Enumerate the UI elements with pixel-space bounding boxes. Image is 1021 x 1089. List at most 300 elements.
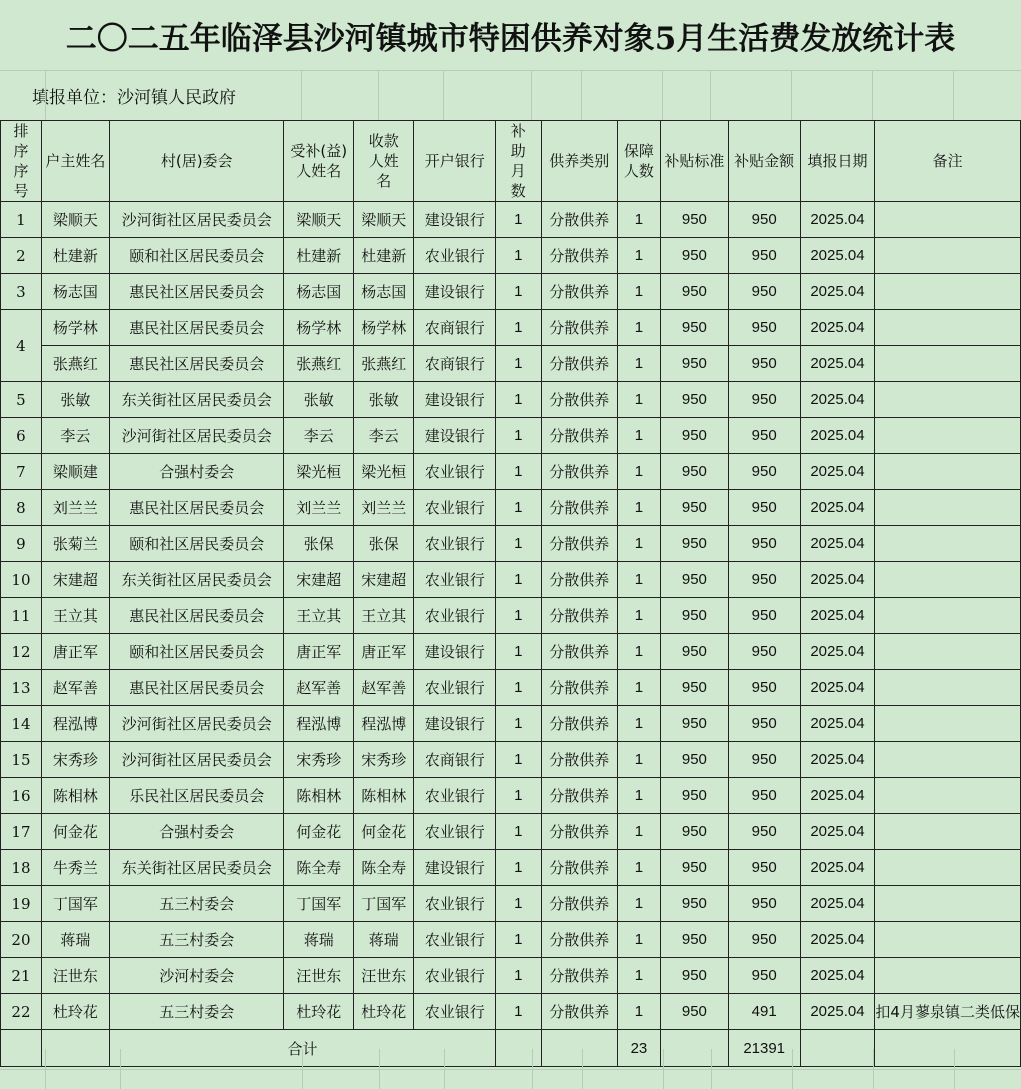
cell-householder: 梁顺建 [41,454,109,490]
cell-remarks [875,454,1021,490]
cell-amount: 950 [728,634,800,670]
cell-amount: 950 [728,814,800,850]
cell-bank: 农业银行 [414,994,496,1030]
cell-date: 2025.04 [800,598,875,634]
cell-category: 分散供养 [541,274,617,310]
cell-amount: 950 [728,886,800,922]
cell-seq: 14 [1,706,42,742]
cell-committee: 颐和社区居民委员会 [109,634,284,670]
cell-beneficiary: 宋秀珍 [284,742,354,778]
cell-beneficiary: 何金花 [284,814,354,850]
cell-committee: 沙河村委会 [109,958,284,994]
cell-remarks [875,202,1021,238]
cell-remarks [875,382,1021,418]
table-row [1,274,1021,310]
cell-bank: 农业银行 [414,670,496,706]
cell-amount: 491 [728,994,800,1030]
cell-seq: 20 [1,922,42,958]
cell-remarks [875,670,1021,706]
cell-category: 分散供养 [541,922,617,958]
cell-remarks [875,562,1021,598]
cell-months: 1 [495,634,541,670]
cell-householder: 梁顺天 [41,202,109,238]
cell-amount: 950 [728,526,800,562]
cell-category: 分散供养 [541,670,617,706]
cell-people: 1 [617,706,660,742]
cell-category: 分散供养 [541,490,617,526]
cell-standard: 950 [661,706,729,742]
cell-remarks [875,238,1021,274]
cell-seq: 11 [1,598,42,634]
cell-committee: 惠民社区居民委员会 [109,598,284,634]
cell-beneficiary: 杜建新 [284,238,354,274]
cell-seq: 16 [1,778,42,814]
cell-date: 2025.04 [800,634,875,670]
table-row [1,958,1021,994]
cell-amount: 950 [728,742,800,778]
cell-people: 1 [617,994,660,1030]
cell-date: 2025.04 [800,742,875,778]
table-row [1,634,1021,670]
header-category: 供养类别 [541,121,617,202]
cell-beneficiary: 丁国军 [284,886,354,922]
cell-householder: 杜玲花 [41,994,109,1030]
cell-amount: 950 [728,706,800,742]
cell-bank: 农商银行 [414,742,496,778]
cell-seq: 6 [1,418,42,454]
cell-committee: 颐和社区居民委员会 [109,238,284,274]
cell-householder: 蒋瑞 [41,922,109,958]
cell-remarks [875,274,1021,310]
cell-committee: 沙河街社区居民委员会 [109,706,284,742]
cell-months: 1 [495,346,541,382]
table-header-row [1,121,1021,202]
cell-category: 分散供养 [541,634,617,670]
cell-seq: 19 [1,886,42,922]
cell-remarks [875,598,1021,634]
cell-payee: 张敏 [354,382,414,418]
cell-payee: 杜玲花 [354,994,414,1030]
cell-date: 2025.04 [800,382,875,418]
cell-date: 2025.04 [800,454,875,490]
cell-amount: 950 [728,202,800,238]
cell-seq: 9 [1,526,42,562]
cell-beneficiary: 陈全寿 [284,850,354,886]
cell-people: 1 [617,454,660,490]
cell-people: 1 [617,202,660,238]
cell-people: 1 [617,778,660,814]
cell-people: 1 [617,310,660,346]
cell-category: 分散供养 [541,778,617,814]
cell-people: 1 [617,886,660,922]
cell-date: 2025.04 [800,706,875,742]
cell-standard: 950 [661,994,729,1030]
cell-beneficiary: 杨学林 [284,310,354,346]
cell-committee: 乐民社区居民委员会 [109,778,284,814]
cell-payee: 蒋瑞 [354,922,414,958]
cell-remarks [875,706,1021,742]
cell-remarks [875,490,1021,526]
cell-beneficiary: 唐正军 [284,634,354,670]
cell-payee: 杜建新 [354,238,414,274]
cell-bank: 建设银行 [414,274,496,310]
cell-householder: 张敏 [41,382,109,418]
cell-category: 分散供养 [541,310,617,346]
cell-seq: 4 [1,310,42,382]
cell-payee: 赵军善 [354,670,414,706]
header-bank: 开户银行 [414,121,496,202]
header-payee: 收款人姓名 [354,121,414,202]
cell-committee: 合强村委会 [109,454,284,490]
cell-amount: 950 [728,850,800,886]
cell-committee: 合强村委会 [109,814,284,850]
cell-seq: 15 [1,742,42,778]
cell-date: 2025.04 [800,310,875,346]
cell-standard: 950 [661,238,729,274]
cell-amount: 950 [728,454,800,490]
cell-remarks [875,778,1021,814]
cell-people: 1 [617,238,660,274]
cell-committee: 惠民社区居民委员会 [109,346,284,382]
cell-seq: 7 [1,454,42,490]
cell-remarks [875,922,1021,958]
cell-standard: 950 [661,850,729,886]
cell-beneficiary: 王立其 [284,598,354,634]
cell-beneficiary: 赵军善 [284,670,354,706]
cell-bank: 建设银行 [414,850,496,886]
cell-householder: 何金花 [41,814,109,850]
cell-category: 分散供养 [541,886,617,922]
cell-amount: 950 [728,274,800,310]
table-row [1,202,1021,238]
cell-category: 分散供养 [541,454,617,490]
cell-amount: 950 [728,598,800,634]
cell-householder: 程泓博 [41,706,109,742]
cell-date: 2025.04 [800,202,875,238]
cell-standard: 950 [661,202,729,238]
cell-standard: 950 [661,274,729,310]
total-people: 23 [617,1030,660,1067]
cell-months: 1 [495,742,541,778]
cell-committee: 惠民社区居民委员会 [109,670,284,706]
cell-bank: 农业银行 [414,490,496,526]
header-date: 填报日期 [800,121,875,202]
cell-payee: 唐正军 [354,634,414,670]
cell-householder: 丁国军 [41,886,109,922]
header-people: 保障人数 [617,121,660,202]
cell-beneficiary: 梁光桓 [284,454,354,490]
cell-standard: 950 [661,814,729,850]
cell-bank: 农业银行 [414,814,496,850]
cell-bank: 农业银行 [414,526,496,562]
cell-people: 1 [617,850,660,886]
cell-beneficiary: 张敏 [284,382,354,418]
cell-months: 1 [495,670,541,706]
cell-householder: 宋建超 [41,562,109,598]
cell-date: 2025.04 [800,922,875,958]
cell-months: 1 [495,994,541,1030]
cell-remarks [875,526,1021,562]
cell-payee: 丁国军 [354,886,414,922]
cell-people: 1 [617,598,660,634]
table-row [1,886,1021,922]
cell-months: 1 [495,598,541,634]
cell-amount: 950 [728,346,800,382]
cell-householder: 李云 [41,418,109,454]
cell-remarks [875,634,1021,670]
table-row [1,562,1021,598]
cell-beneficiary: 刘兰兰 [284,490,354,526]
cell-payee: 王立其 [354,598,414,634]
cell-beneficiary: 蒋瑞 [284,922,354,958]
cell-amount: 950 [728,418,800,454]
cell-householder: 汪世东 [41,958,109,994]
cell-bank: 农业银行 [414,922,496,958]
cell-remarks [875,346,1021,382]
cell-standard: 950 [661,562,729,598]
table-row [1,922,1021,958]
cell-committee: 沙河街社区居民委员会 [109,202,284,238]
cell-category: 分散供养 [541,598,617,634]
table-row [1,706,1021,742]
cell-payee: 宋建超 [354,562,414,598]
cell-amount: 950 [728,238,800,274]
cell-committee: 五三村委会 [109,886,284,922]
cell-payee: 汪世东 [354,958,414,994]
cell-standard: 950 [661,634,729,670]
cell-payee: 张保 [354,526,414,562]
reporting-unit-row [0,70,1021,121]
cell-seq: 1 [1,202,42,238]
cell-payee: 张燕红 [354,346,414,382]
cell-payee: 宋秀珍 [354,742,414,778]
cell-category: 分散供养 [541,202,617,238]
cell-committee: 沙河街社区居民委员会 [109,418,284,454]
cell-beneficiary: 杜玲花 [284,994,354,1030]
cell-standard: 950 [661,526,729,562]
cell-amount: 950 [728,922,800,958]
header-months: 补助月数 [495,121,541,202]
cell-payee: 李云 [354,418,414,454]
table-row [1,238,1021,274]
cell-beneficiary: 李云 [284,418,354,454]
cell-bank: 农业银行 [414,454,496,490]
cell-beneficiary: 程泓博 [284,706,354,742]
cell-people: 1 [617,418,660,454]
table-row [1,490,1021,526]
cell-standard: 950 [661,778,729,814]
table-row [1,814,1021,850]
cell-amount: 950 [728,778,800,814]
cell-people: 1 [617,490,660,526]
header-seq: 排序序号 [1,121,42,202]
cell-category: 分散供养 [541,526,617,562]
cell-bank: 建设银行 [414,202,496,238]
cell-people: 1 [617,958,660,994]
cell-people: 1 [617,526,660,562]
cell-remarks: 扣4月蓼泉镇二类低保 [875,994,1021,1030]
cell-people: 1 [617,634,660,670]
header-householder: 户主姓名 [41,121,109,202]
cell-committee: 五三村委会 [109,994,284,1030]
cell-months: 1 [495,526,541,562]
cell-date: 2025.04 [800,886,875,922]
subsidy-table [0,120,1021,1067]
cell-category: 分散供养 [541,562,617,598]
cell-payee: 梁顺天 [354,202,414,238]
cell-standard: 950 [661,670,729,706]
header-beneficiary: 受补(益)人姓名 [284,121,354,202]
cell-bank: 建设银行 [414,418,496,454]
cell-category: 分散供养 [541,958,617,994]
cell-bank: 农商银行 [414,310,496,346]
cell-date: 2025.04 [800,346,875,382]
cell-committee: 沙河街社区居民委员会 [109,742,284,778]
blank-grid-area [0,1049,1021,1089]
cell-standard: 950 [661,346,729,382]
cell-people: 1 [617,922,660,958]
cell-category: 分散供养 [541,346,617,382]
table-row [1,310,1021,346]
cell-committee: 颐和社区居民委员会 [109,526,284,562]
table-row [1,742,1021,778]
page-title: 二〇二五年临泽县沙河镇城市特困供养对象5月生活费发放统计表 [0,0,1021,71]
cell-seq: 22 [1,994,42,1030]
table-row [1,778,1021,814]
cell-people: 1 [617,814,660,850]
table-row [1,418,1021,454]
cell-remarks [875,742,1021,778]
cell-payee: 程泓博 [354,706,414,742]
cell-householder: 张菊兰 [41,526,109,562]
cell-bank: 建设银行 [414,706,496,742]
cell-payee: 陈全寿 [354,850,414,886]
cell-months: 1 [495,778,541,814]
cell-months: 1 [495,274,541,310]
cell-committee: 五三村委会 [109,922,284,958]
cell-months: 1 [495,958,541,994]
cell-amount: 950 [728,958,800,994]
cell-payee: 陈相林 [354,778,414,814]
cell-date: 2025.04 [800,670,875,706]
table-row [1,382,1021,418]
cell-bank: 农业银行 [414,238,496,274]
cell-seq: 21 [1,958,42,994]
cell-seq: 12 [1,634,42,670]
cell-remarks [875,886,1021,922]
cell-date: 2025.04 [800,850,875,886]
cell-date: 2025.04 [800,274,875,310]
cell-category: 分散供养 [541,706,617,742]
cell-people: 1 [617,382,660,418]
cell-category: 分散供养 [541,814,617,850]
cell-beneficiary: 杨志国 [284,274,354,310]
reporting-unit-label: 填报单位：沙河镇人民政府 [32,87,236,108]
cell-householder: 王立其 [41,598,109,634]
table-row [1,526,1021,562]
cell-standard: 950 [661,922,729,958]
cell-months: 1 [495,238,541,274]
cell-seq: 10 [1,562,42,598]
table-row [1,670,1021,706]
cell-months: 1 [495,562,541,598]
cell-standard: 950 [661,958,729,994]
cell-remarks [875,958,1021,994]
cell-months: 1 [495,850,541,886]
cell-householder: 杨学林 [41,310,109,346]
cell-standard: 950 [661,886,729,922]
cell-beneficiary: 张燕红 [284,346,354,382]
header-committee: 村(居)委会 [109,121,284,202]
cell-months: 1 [495,922,541,958]
cell-category: 分散供养 [541,418,617,454]
cell-householder: 宋秀珍 [41,742,109,778]
cell-seq: 18 [1,850,42,886]
cell-standard: 950 [661,418,729,454]
cell-standard: 950 [661,454,729,490]
cell-months: 1 [495,814,541,850]
cell-date: 2025.04 [800,994,875,1030]
cell-seq: 5 [1,382,42,418]
cell-bank: 农商银行 [414,346,496,382]
cell-category: 分散供养 [541,850,617,886]
cell-payee: 杨学林 [354,310,414,346]
cell-householder: 陈相林 [41,778,109,814]
cell-bank: 农业银行 [414,958,496,994]
cell-months: 1 [495,202,541,238]
cell-remarks [875,310,1021,346]
cell-householder: 张燕红 [41,346,109,382]
cell-amount: 950 [728,490,800,526]
cell-date: 2025.04 [800,490,875,526]
header-remarks: 备注 [875,121,1021,202]
header-amount: 补贴金额 [728,121,800,202]
cell-seq: 3 [1,274,42,310]
cell-months: 1 [495,454,541,490]
table-row [1,598,1021,634]
cell-committee: 东关街社区居民委员会 [109,850,284,886]
cell-date: 2025.04 [800,238,875,274]
cell-beneficiary: 汪世东 [284,958,354,994]
cell-date: 2025.04 [800,418,875,454]
cell-bank: 建设银行 [414,382,496,418]
cell-remarks [875,850,1021,886]
cell-standard: 950 [661,382,729,418]
cell-date: 2025.04 [800,562,875,598]
cell-months: 1 [495,310,541,346]
cell-bank: 农业银行 [414,562,496,598]
cell-seq: 2 [1,238,42,274]
cell-committee: 惠民社区居民委员会 [109,310,284,346]
cell-committee: 惠民社区居民委员会 [109,490,284,526]
total-label: 合计 [109,1030,495,1067]
cell-amount: 950 [728,562,800,598]
cell-standard: 950 [661,742,729,778]
cell-committee: 东关街社区居民委员会 [109,382,284,418]
cell-standard: 950 [661,310,729,346]
cell-payee: 杨志国 [354,274,414,310]
cell-people: 1 [617,274,660,310]
cell-committee: 东关街社区居民委员会 [109,562,284,598]
cell-householder: 唐正军 [41,634,109,670]
cell-standard: 950 [661,490,729,526]
cell-months: 1 [495,490,541,526]
cell-beneficiary: 张保 [284,526,354,562]
cell-category: 分散供养 [541,382,617,418]
cell-amount: 950 [728,382,800,418]
cell-householder: 牛秀兰 [41,850,109,886]
cell-bank: 农业银行 [414,778,496,814]
